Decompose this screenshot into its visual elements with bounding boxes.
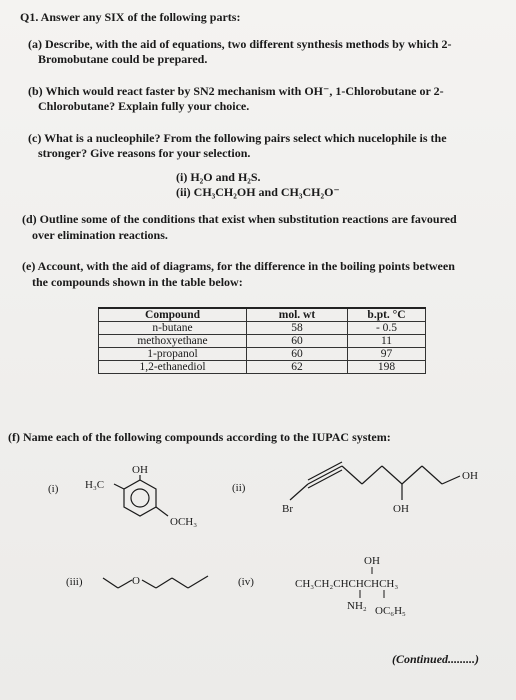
- part-a-line1: (a) Describe, with the aid of equations, two different synthesis methods by which 2-: [28, 37, 452, 51]
- part-e-line1: (e) Account, with the aid of diagrams, for the difference in the boiling points between: [22, 259, 455, 273]
- struct-iv-main: CH₃CH₂CHCHCHCH₃: [295, 578, 399, 590]
- table-row: [99, 348, 426, 361]
- struct-i-oh: OH: [132, 464, 148, 476]
- cell-compound: methoxyethane: [99, 335, 247, 348]
- carbon-chain: [290, 462, 460, 500]
- table-row: [99, 322, 426, 335]
- struct-ii-br: Br: [282, 503, 293, 515]
- struct-i-och3: OCH₃: [170, 516, 198, 528]
- cell-compound: n-butane: [99, 322, 247, 335]
- structure-i: [60, 458, 230, 538]
- struct-ii-oh: OH: [393, 503, 409, 515]
- cell-bpt: 198: [348, 361, 426, 374]
- part-d-line2: over elimination reactions.: [32, 228, 168, 242]
- part-c-line2: stronger? Give reasons for your selection.: [38, 146, 251, 160]
- structure-iii: [98, 560, 228, 600]
- cell-compound: 1,2-ethanediol: [99, 361, 247, 374]
- part-b-line1: (b) Which would react faster by SN2 mechanism with OH⁻, 1-Chlorobutane or 2-: [28, 84, 444, 98]
- structure-iv: [290, 552, 460, 627]
- ether-chain: [103, 576, 208, 588]
- struct-iv-nh2: NH₂: [347, 600, 367, 612]
- label-iii: (iii): [66, 576, 83, 588]
- part-c-pair1: (i) H₂O and H₂S.: [176, 170, 261, 184]
- header-bpt: b.pt. °C: [348, 308, 426, 322]
- part-c-line1: (c) What is a nucleophile? From the following pairs select which nucelophile is the: [28, 131, 447, 145]
- part-c-pair2: (ii) CH₃CH₂OH and CH₃CH₂O⁻: [176, 185, 340, 199]
- label-i: (i): [48, 483, 59, 495]
- header-compound: Compound: [99, 308, 247, 322]
- part-b-line2: Chlorobutane? Explain fully your choice.: [38, 99, 250, 113]
- struct-iv-oh: OH: [364, 555, 380, 567]
- benzene-ring: [114, 475, 168, 516]
- part-a-line2: Bromobutane could be prepared.: [38, 52, 208, 66]
- cell-compound: 1-propanol: [99, 348, 247, 361]
- part-f-line1: (f) Name each of the following compounds according to the IUPAC system:: [8, 430, 391, 444]
- struct-iii-o: O: [132, 575, 140, 587]
- struct-ii-oh-end: OH: [462, 470, 478, 482]
- cell-mol-wt: 62: [247, 361, 348, 374]
- label-ii: (ii): [232, 482, 246, 494]
- header-mol-wt: mol. wt: [247, 308, 348, 322]
- table-row: [99, 335, 426, 348]
- cell-mol-wt: 60: [247, 335, 348, 348]
- cell-mol-wt: 60: [247, 348, 348, 361]
- boiling-point-table: [98, 307, 426, 374]
- struct-iv-oc6h5: OC₆H₅: [375, 605, 406, 617]
- cell-mol-wt: 58: [247, 322, 348, 335]
- cell-bpt: - 0.5: [348, 322, 426, 335]
- part-e-line2: the compounds shown in the table below:: [32, 275, 243, 289]
- structure-ii: [270, 452, 510, 527]
- cell-bpt: 11: [348, 335, 426, 348]
- table-header-row: [99, 308, 426, 322]
- continued-note: (Continued.........): [392, 652, 480, 666]
- part-d-line1: (d) Outline some of the conditions that exist when substitution reactions are favoured: [22, 212, 457, 226]
- q1-title: Q1. Answer any SIX of the following parts:: [20, 10, 241, 24]
- label-iv: (iv): [238, 576, 254, 588]
- struct-i-ch3: H₃C: [85, 479, 105, 491]
- table-row: [99, 361, 426, 374]
- cell-bpt: 97: [348, 348, 426, 361]
